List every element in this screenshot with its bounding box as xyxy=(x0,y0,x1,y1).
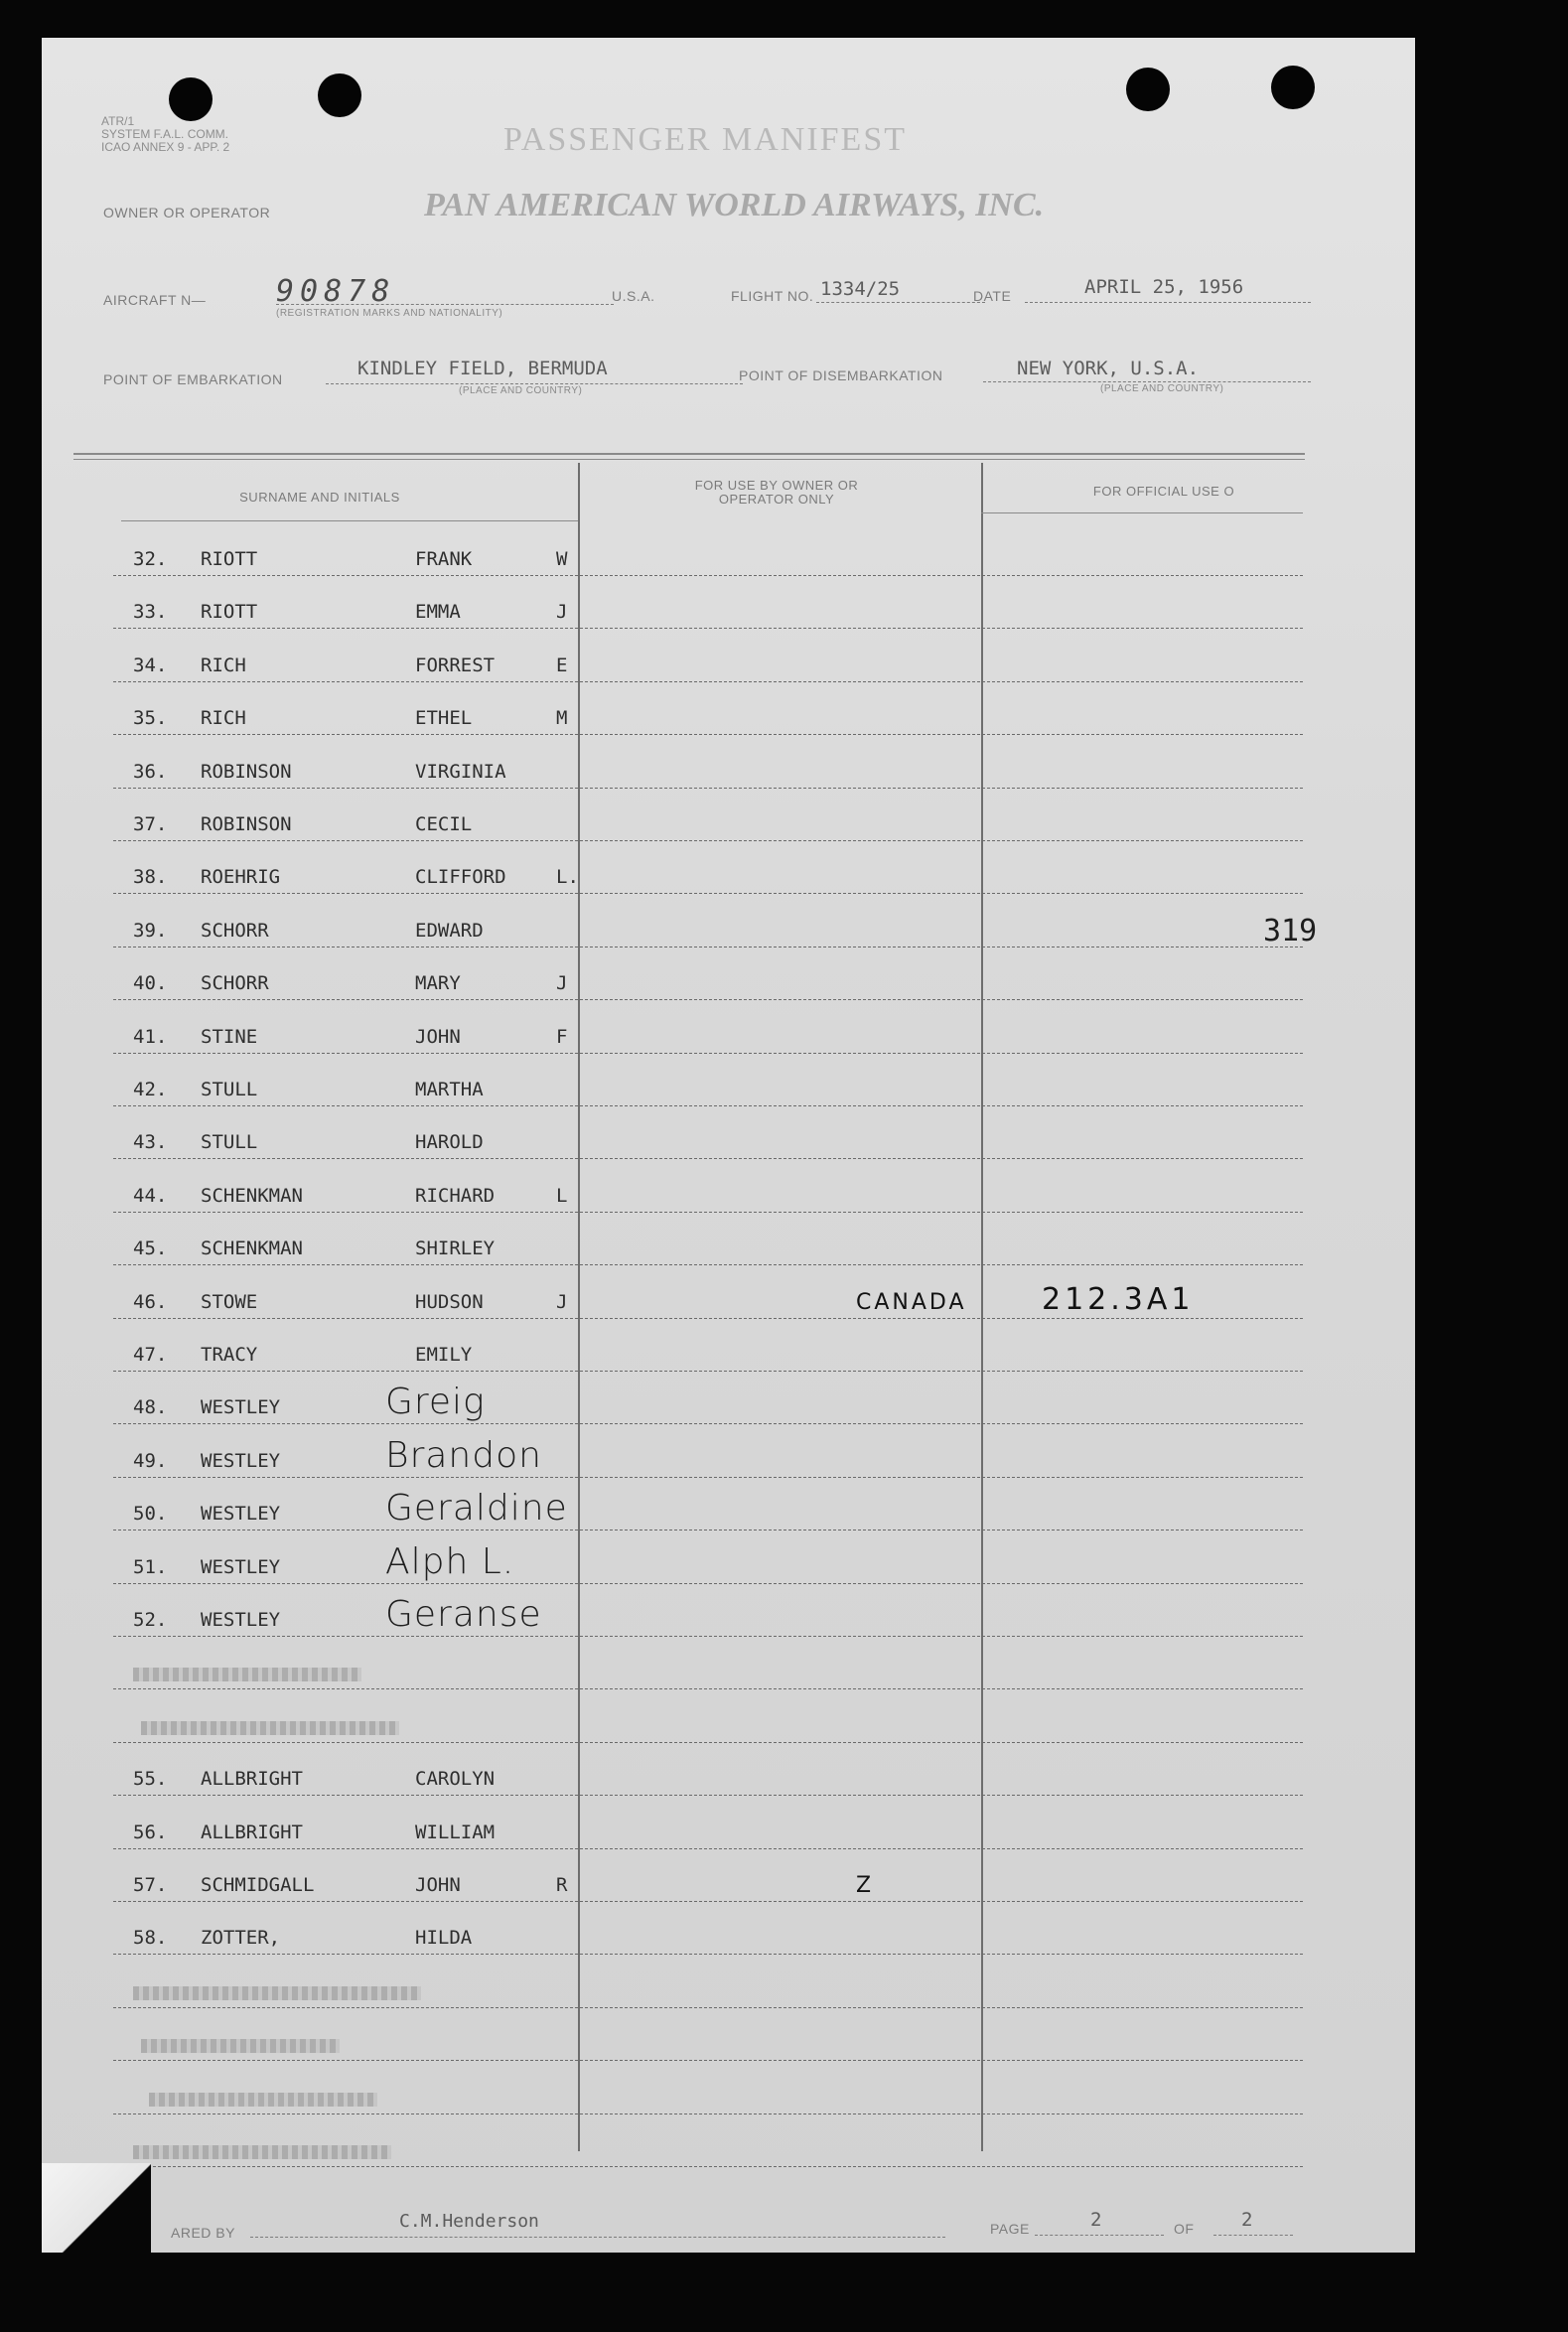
table-row xyxy=(73,1159,1303,1213)
header-rule xyxy=(981,512,1303,513)
surname: RICH xyxy=(201,654,246,676)
surname: SCHORR xyxy=(201,972,269,995)
row-number: 38. xyxy=(133,866,168,889)
row-number: 58. xyxy=(133,1927,168,1950)
given-name: CAROLYN xyxy=(415,1768,496,1791)
surname: ALLBRIGHT xyxy=(201,1768,303,1791)
operator-name: PAN AMERICAN WORLD AIRWAYS, INC. xyxy=(424,187,1045,223)
row-number: 46. xyxy=(133,1290,168,1313)
row-number: 47. xyxy=(133,1344,168,1366)
row-number: 34. xyxy=(133,654,168,676)
given-name: CECIL xyxy=(415,813,473,835)
form-code-line: SYSTEM F.A.L. COMM. xyxy=(101,127,229,141)
table-row xyxy=(73,575,1303,629)
surname: ALLBRIGHT xyxy=(201,1821,303,1843)
table-row xyxy=(73,1955,1303,2008)
middle-initial: L. xyxy=(556,866,579,889)
middle-initial: E xyxy=(556,654,568,676)
table-row xyxy=(73,840,1303,894)
row-number: 35. xyxy=(133,707,168,730)
punch-hole xyxy=(1271,66,1315,109)
handwritten-given-name: Geranse xyxy=(385,1594,542,1635)
given-name: CLIFFORD xyxy=(415,866,506,889)
row-number: 49. xyxy=(133,1449,168,1472)
embark-underline xyxy=(326,383,743,384)
row-number: 40. xyxy=(133,972,168,995)
given-name: HUDSON xyxy=(415,1290,484,1313)
flight-label: FLIGHT NO. xyxy=(731,288,814,304)
table-row xyxy=(73,2007,1303,2061)
given-name: HILDA xyxy=(415,1927,473,1950)
table-row xyxy=(73,1583,1303,1637)
aircraft-label: AIRCRAFT N— xyxy=(103,292,207,308)
flight-underline xyxy=(816,302,985,303)
handwritten-given-name: Alph L. xyxy=(385,1540,515,1582)
disembark-caption: (PLACE AND COUNTRY) xyxy=(1100,383,1224,394)
surname-column-header: SURNAME AND INITIALS xyxy=(239,490,400,505)
struck-out-entry xyxy=(133,2145,391,2159)
given-name: EMILY xyxy=(415,1344,473,1366)
given-name: SHIRLEY xyxy=(415,1238,496,1260)
given-name: RICHARD xyxy=(415,1184,496,1207)
date-value: APRIL 25, 1956 xyxy=(1084,276,1244,298)
page-underline xyxy=(1035,2235,1164,2236)
surname: ROBINSON xyxy=(201,760,292,783)
row-number: 57. xyxy=(133,1874,168,1896)
table-row xyxy=(73,788,1303,841)
table-top-rule xyxy=(73,453,1305,455)
table-row xyxy=(73,947,1303,1000)
table-row xyxy=(73,1371,1303,1424)
side-number: 319 xyxy=(1263,914,1318,948)
row-number: 41. xyxy=(133,1025,168,1048)
table-row xyxy=(73,1530,1303,1584)
page-value: 2 xyxy=(1090,2209,1102,2231)
table-row xyxy=(73,1477,1303,1530)
aircraft-underline xyxy=(276,304,614,305)
row-number: 45. xyxy=(133,1238,168,1260)
surname: ZOTTER, xyxy=(201,1927,281,1950)
table-row xyxy=(73,2113,1303,2167)
row-number: 32. xyxy=(133,548,168,570)
surname: RIOTT xyxy=(201,601,258,624)
surname: ROEHRIG xyxy=(201,866,281,889)
middle-initial: R xyxy=(556,1874,568,1896)
table-top-rule xyxy=(73,459,1305,460)
middle-initial: L xyxy=(556,1184,568,1207)
handwritten-given-name: Brandon xyxy=(385,1434,542,1476)
of-value: 2 xyxy=(1241,2209,1253,2231)
row-number: 42. xyxy=(133,1079,168,1100)
table-row xyxy=(73,735,1303,789)
table-row xyxy=(73,629,1303,682)
table-row xyxy=(73,1318,1303,1372)
row-number: 50. xyxy=(133,1503,168,1526)
handwritten-given-name: Greig xyxy=(385,1382,486,1423)
punch-hole xyxy=(1126,68,1170,111)
prepared-underline xyxy=(250,2237,945,2238)
given-name: VIRGINIA xyxy=(415,760,506,783)
row-number: 51. xyxy=(133,1555,168,1578)
middle-initial: M xyxy=(556,707,568,730)
given-name: ETHEL xyxy=(415,707,473,730)
given-name: MARY xyxy=(415,972,461,995)
of-label: OF xyxy=(1174,2221,1195,2237)
table-row xyxy=(73,1053,1303,1106)
surname: RICH xyxy=(201,707,246,730)
handwritten-given-name: Geraldine xyxy=(385,1488,568,1530)
page-title: PASSENGER MANIFEST xyxy=(503,121,907,158)
struck-out-entry xyxy=(133,1986,421,2000)
manifest-sheet xyxy=(42,38,1415,2253)
given-name: WILLIAM xyxy=(415,1821,496,1843)
aircraft-value: 90878 xyxy=(276,274,396,309)
table-row xyxy=(73,522,1303,576)
prepared-label: ARED BY xyxy=(171,2225,235,2241)
given-name: EMMA xyxy=(415,601,461,624)
given-name: MARTHA xyxy=(415,1079,484,1100)
middle-initial: J xyxy=(556,972,568,995)
middle-initial: J xyxy=(556,601,568,624)
table-row xyxy=(73,681,1303,735)
surname: SCHENKMAN xyxy=(201,1238,303,1260)
row-number: 36. xyxy=(133,760,168,783)
form-code xyxy=(101,115,229,154)
surname: STULL xyxy=(201,1079,258,1100)
form-code-line: ICAO ANNEX 9 - APP. 2 xyxy=(101,140,230,154)
row-number: 33. xyxy=(133,601,168,624)
surname: STINE xyxy=(201,1025,258,1048)
owner-note: CANADA xyxy=(856,1289,967,1315)
punch-hole xyxy=(318,73,361,117)
table-row xyxy=(73,1742,1303,1796)
table-row xyxy=(73,1796,1303,1849)
folded-corner xyxy=(42,2163,151,2253)
struck-out-entry xyxy=(141,2039,340,2053)
embark-value: KINDLEY FIELD, BERMUDA xyxy=(357,358,608,379)
surname: STULL xyxy=(201,1131,258,1154)
owner-label: OWNER OR OPERATOR xyxy=(103,205,271,220)
row-number: 56. xyxy=(133,1821,168,1843)
given-name: JOHN xyxy=(415,1025,461,1048)
table-row xyxy=(73,1848,1303,1902)
table-row xyxy=(73,1689,1303,1743)
surname: WESTLEY xyxy=(201,1503,281,1526)
table-row xyxy=(73,1000,1303,1054)
table-row xyxy=(73,1105,1303,1159)
given-name: HAROLD xyxy=(415,1131,484,1154)
struck-out-entry xyxy=(133,1668,361,1681)
disembark-value: NEW YORK, U.S.A. xyxy=(1017,358,1200,379)
surname: SCHENKMAN xyxy=(201,1184,303,1207)
date-underline xyxy=(1025,302,1311,303)
surname: WESTLEY xyxy=(201,1449,281,1472)
row-number: 55. xyxy=(133,1768,168,1791)
surname: TRACY xyxy=(201,1344,258,1366)
row-number: 39. xyxy=(133,919,168,942)
row-number: 37. xyxy=(133,813,168,835)
owner-note: Z xyxy=(856,1873,875,1898)
registration-caption: (REGISTRATION MARKS AND NATIONALITY) xyxy=(276,308,503,319)
given-name: FRANK xyxy=(415,548,473,570)
owner-column-header: FOR USE BY OWNER OR OPERATOR ONLY xyxy=(694,478,859,507)
surname: SCHORR xyxy=(201,919,269,942)
table-row xyxy=(73,1636,1303,1689)
struck-out-entry xyxy=(141,1721,399,1735)
surname: STOWE xyxy=(201,1290,258,1313)
table-row xyxy=(73,2061,1303,2114)
date-label: DATE xyxy=(973,288,1012,304)
surname: SCHMIDGALL xyxy=(201,1874,315,1896)
surname: ROBINSON xyxy=(201,813,292,835)
disembark-label: POINT OF DISEMBARKATION xyxy=(739,367,943,383)
prepared-value: C.M.Henderson xyxy=(399,2211,539,2232)
struck-out-entry xyxy=(149,2093,377,2107)
official-note: 212.3A1 xyxy=(1042,1281,1195,1317)
surname: WESTLEY xyxy=(201,1396,281,1419)
header-rule xyxy=(121,520,578,521)
row-number: 44. xyxy=(133,1184,168,1207)
given-name: FORREST xyxy=(415,654,496,676)
official-column-header: FOR OFFICIAL USE O xyxy=(1092,484,1235,499)
table-row xyxy=(73,894,1303,947)
table-row xyxy=(73,1265,1303,1319)
surname: WESTLEY xyxy=(201,1609,281,1631)
surname: RIOTT xyxy=(201,548,258,570)
disembark-underline xyxy=(983,381,1311,382)
middle-initial: F xyxy=(556,1025,568,1048)
given-name: EDWARD xyxy=(415,919,484,942)
row-number: 52. xyxy=(133,1609,168,1631)
row-number: 48. xyxy=(133,1396,168,1419)
embark-caption: (PLACE AND COUNTRY) xyxy=(459,385,583,396)
form-code-line: ATR/1 xyxy=(101,114,135,128)
flight-value: 1334/25 xyxy=(820,278,901,300)
middle-initial: J xyxy=(556,1290,568,1313)
surname: WESTLEY xyxy=(201,1555,281,1578)
table-row xyxy=(73,1424,1303,1478)
country-code: U.S.A. xyxy=(612,288,655,304)
page-label: PAGE xyxy=(990,2221,1030,2237)
table-row xyxy=(73,1212,1303,1265)
middle-initial: W xyxy=(556,548,568,570)
of-underline xyxy=(1213,2235,1293,2236)
embark-label: POINT OF EMBARKATION xyxy=(103,371,283,387)
row-rule xyxy=(113,2166,1303,2167)
table-row xyxy=(73,1901,1303,1955)
row-number: 43. xyxy=(133,1131,168,1154)
given-name: JOHN xyxy=(415,1874,461,1896)
